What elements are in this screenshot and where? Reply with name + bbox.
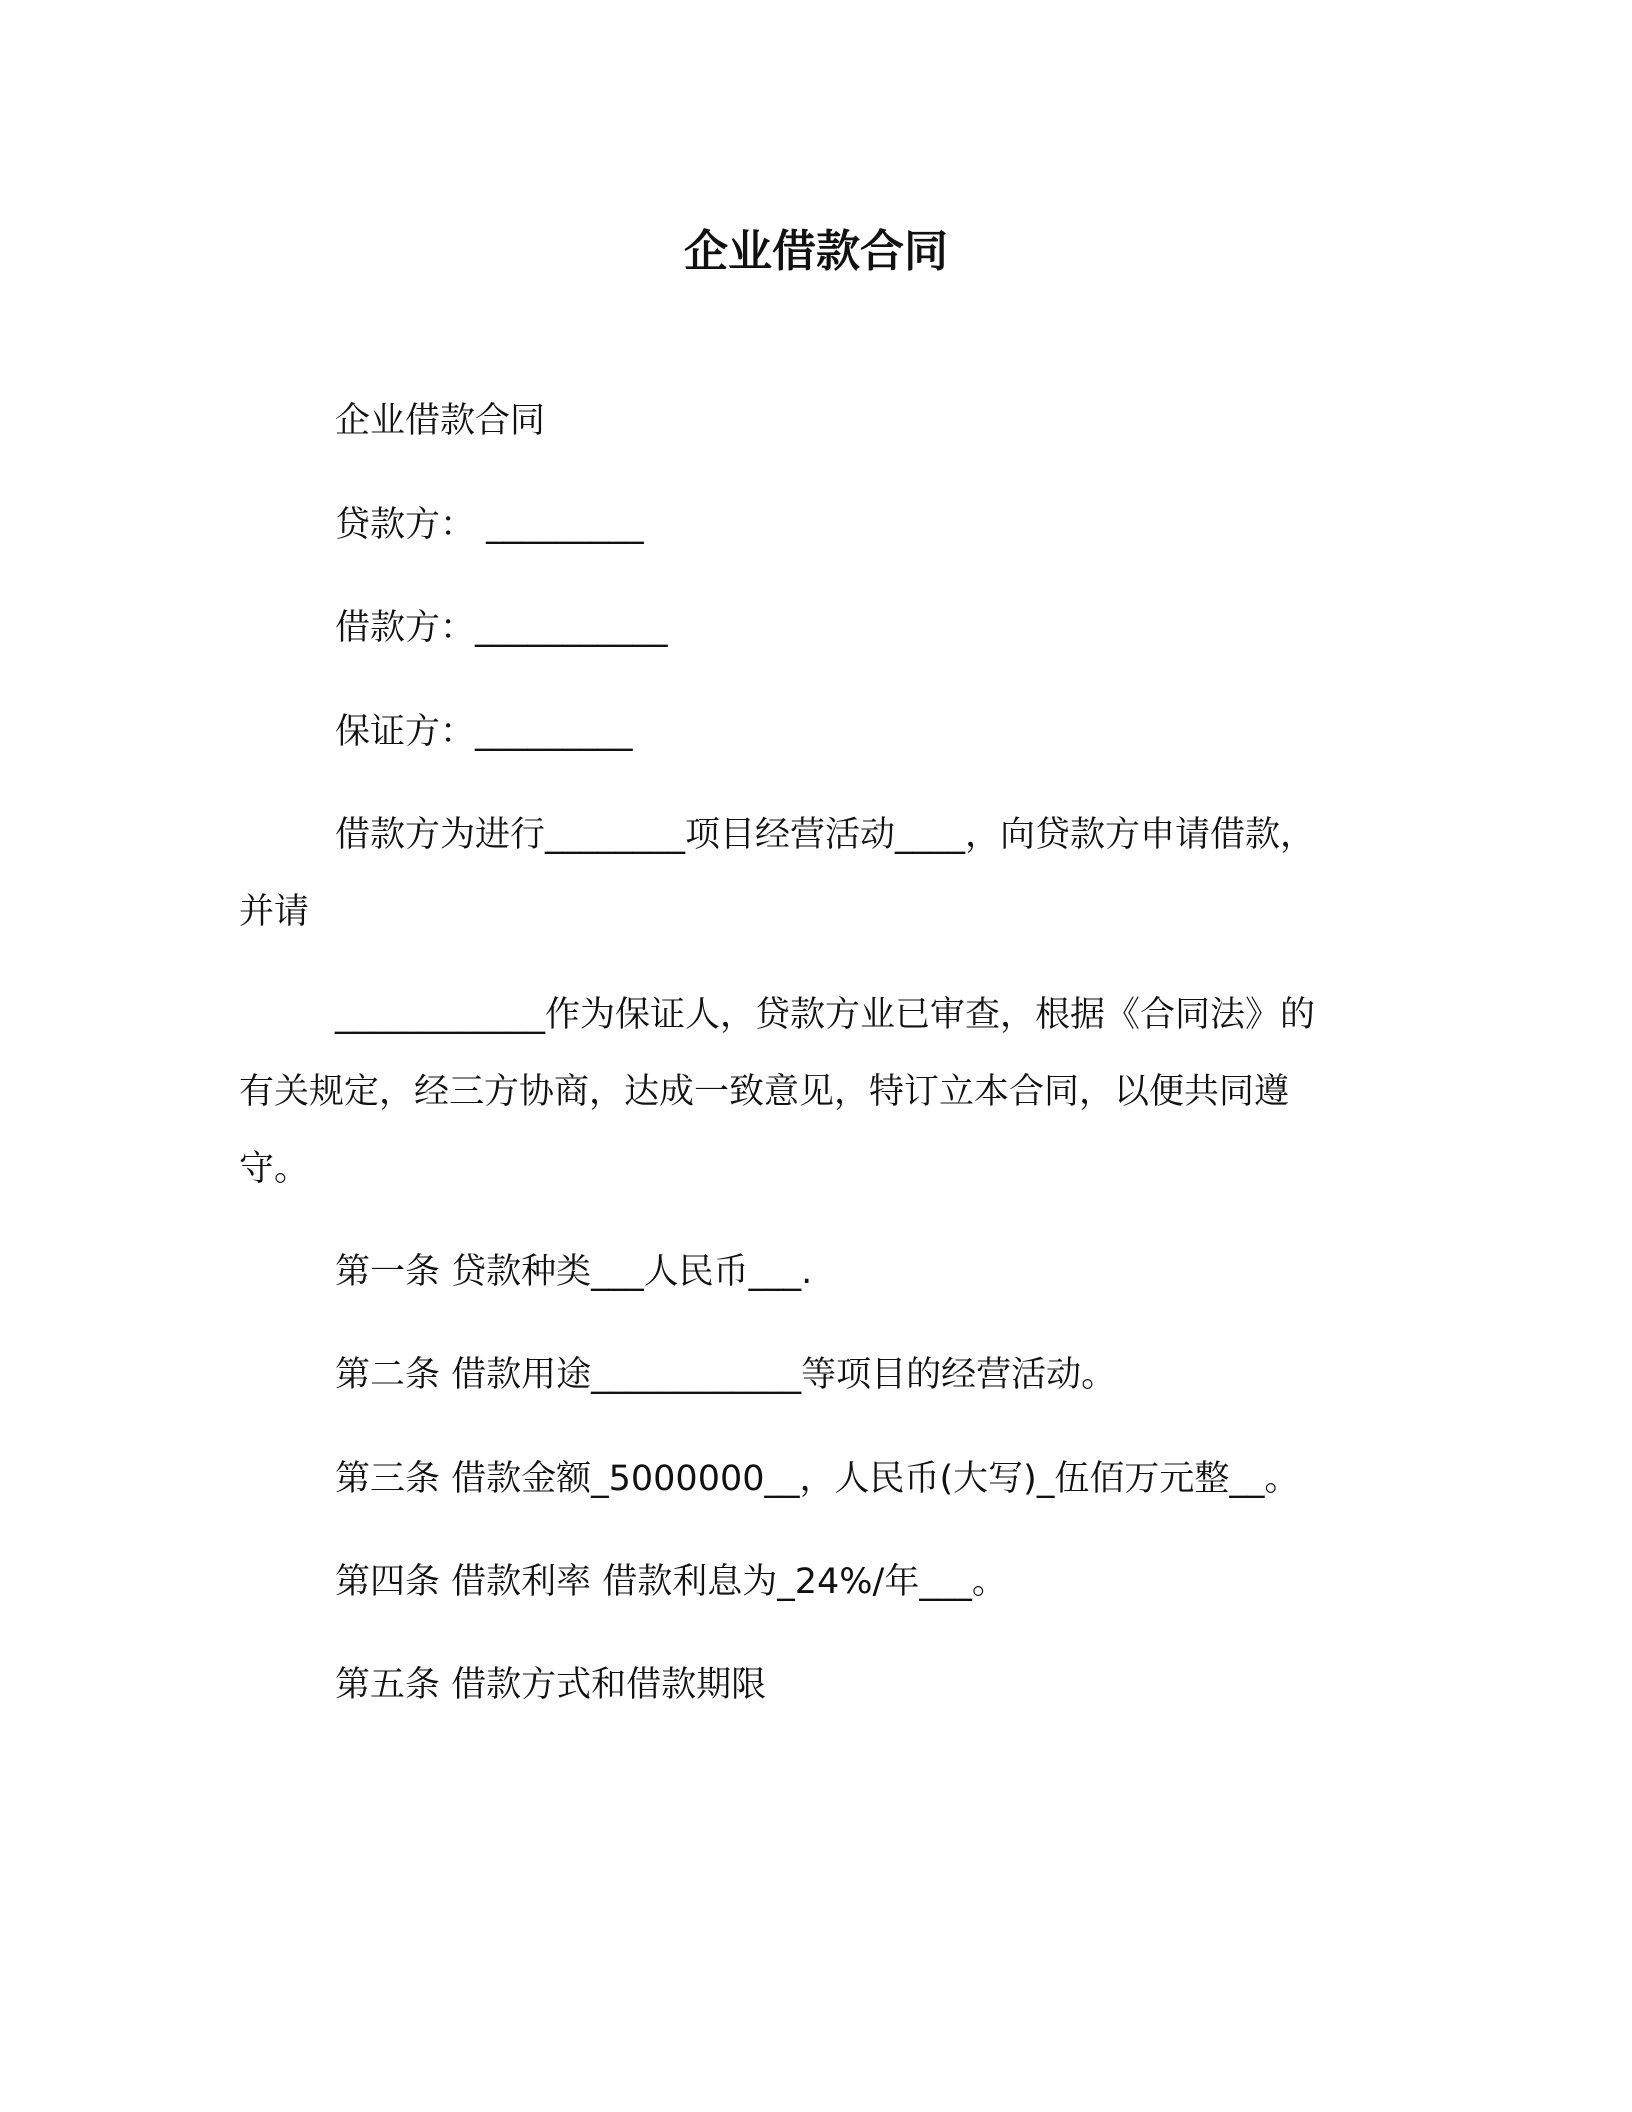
preamble-line-4: 有关规定，经三方协商，达成一致意见，特订立本合同，以便共同遵	[239, 1072, 1290, 1112]
preamble-line-1: 借款方为进行________项目经营活动____，向贷款方申请借款，	[335, 815, 1316, 855]
preamble-line-2: 并请	[239, 892, 310, 932]
article-4: 第四条 借款利率 借款利息为_24%/年___。	[335, 1562, 1007, 1602]
lender-line: 贷款方： _________	[335, 505, 644, 545]
contract-heading: 企业借款合同	[335, 401, 546, 441]
document-title: 企业借款合同	[684, 226, 948, 277]
article-3: 第三条 借款金额_5000000__，人民币(大写)_伍佰万元整__。	[335, 1459, 1300, 1499]
article-5: 第五条 借款方式和借款期限	[335, 1665, 767, 1705]
article-2: 第二条 借款用途____________等项目的经营活动。	[335, 1355, 1117, 1395]
preamble-line-5: 守。	[239, 1149, 310, 1189]
preamble-line-3: ____________作为保证人，贷款方业已审查，根据《合同法》的	[335, 995, 1316, 1035]
borrower-line: 借款方：___________	[335, 608, 668, 648]
article-1: 第一条 贷款种类___人民币___.	[335, 1252, 813, 1292]
guarantor-line: 保证方：_________	[335, 712, 633, 752]
